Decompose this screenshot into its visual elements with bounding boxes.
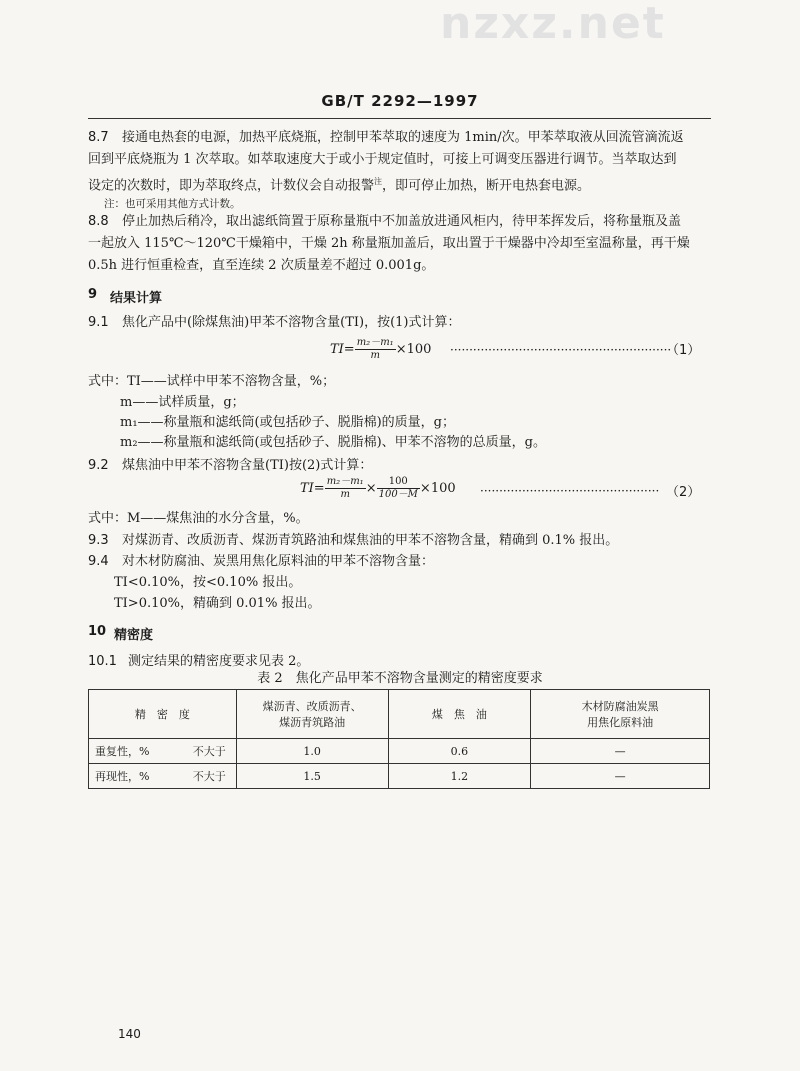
row-label-text: 重复性，%: [95, 745, 150, 758]
formula-1-fraction: [355, 337, 396, 362]
legend-1-line3: m₁——称量瓶和滤纸筒(或包括砂子、脱脂棉)的质量，g；: [120, 415, 456, 430]
section-9-4-line-a: TI<0.10%，按<0.10% 报出。: [114, 575, 302, 590]
table-2-caption: 表 2 焦化产品甲苯不溶物含量测定的精密度要求: [257, 671, 543, 686]
header-wood-oil-line2: 用焦化原料油: [587, 716, 654, 729]
row-qualifier: 不大于: [192, 745, 226, 758]
section-9-3-text: 对煤沥青、改质沥青、煤沥青筑路油和煤焦油的甲苯不溶物含量，精确到 0.1% 报出。: [122, 533, 619, 548]
header-rule: [88, 118, 711, 119]
formula-2-eqno: （2）: [666, 485, 701, 500]
cell-coal-tar: 0.6: [388, 739, 531, 764]
section-8-7-line2: 回到平底烧瓶为 1 次萃取。如萃取速度大于或小于规定值时，可接上可调变压器进行调节。当萃取达到: [88, 152, 677, 167]
standard-code: GB/T 2292—1997: [321, 92, 479, 110]
header-wood-oil-line1: 木材防腐油炭黑: [581, 700, 659, 713]
legend-1-line1: 式中：TI——试样中甲苯不溶物含量，%；: [88, 374, 336, 389]
section-9-1-number: 9.1: [88, 315, 109, 330]
formula-2: [300, 472, 456, 506]
formula-2-denominator-1: m: [340, 489, 350, 500]
section-8-8-line2: 一起放入 115℃～120℃干燥箱中，干燥 2h 称量瓶加盖后，取出置于干燥器中冷却至室温称量，再干燥: [88, 236, 690, 251]
row-label: [89, 764, 237, 789]
page-number: 140: [118, 1027, 141, 1041]
section-9-2-number: 9.2: [88, 458, 109, 473]
section-8-7-number: 8.7: [88, 130, 109, 145]
formula-1-lhs: TI=: [330, 342, 355, 357]
formula-1-eqno: （1）: [666, 343, 701, 358]
header-coal-pitch-line1: 煤沥青、改质沥青、: [262, 700, 362, 713]
row-label: [89, 739, 237, 764]
formula-1-denominator: m: [370, 350, 380, 361]
formula-2-tail: ×100: [419, 481, 456, 496]
section-8-8-line3: 0.5h 进行恒重检查，直至连续 2 次质量差不超过 0.001g。: [88, 258, 435, 273]
section-10-number: 10: [88, 624, 107, 639]
header-coal-tar: 煤 焦 油: [388, 690, 531, 739]
table-row: [89, 764, 710, 789]
legend-2: 式中：M——煤焦油的水分含量，%。: [88, 511, 309, 526]
row-qualifier: 不大于: [192, 770, 226, 783]
header-coal-pitch-line2: 煤沥青筑路油: [279, 716, 346, 729]
section-8-8-number: 8.8: [88, 214, 109, 229]
formula-2-mid: ×: [365, 481, 377, 496]
formula-2-fraction-1: [325, 476, 366, 501]
note-mark: 注: [374, 177, 383, 186]
formula-2-numerator-1: m₂－m₁: [326, 476, 364, 487]
section-8-7-line1: 接通电热套的电源，加热平底烧瓶，控制甲苯萃取的速度为 1min/次。甲苯萃取液从回流管滴流返: [122, 130, 684, 145]
formula-2-lhs: TI=: [300, 481, 325, 496]
cell-coal-pitch: 1.0: [236, 739, 388, 764]
section-8-7-line3-text: 设定的次数时，即为萃取终点，计数仪会自动报警: [88, 178, 375, 194]
section-10-title: 精密度: [114, 628, 154, 643]
watermark: nzxz.net: [440, 0, 666, 49]
cell-wood-oil: —: [531, 739, 710, 764]
section-9-number: 9: [88, 287, 98, 302]
header-coal-pitch: [236, 690, 388, 739]
formula-2-fraction-2: [377, 476, 420, 501]
formula-2-numerator-2: 100: [377, 476, 420, 489]
section-8-7-line3-tail: ，即可停止加热，断开电热套电源。: [382, 178, 591, 194]
legend-1-line2: m——试样质量，g；: [120, 395, 245, 410]
section-8-7-note: 注：也可采用其他方式计数。: [104, 198, 241, 210]
formula-2-denominator-2: 100－M: [378, 489, 418, 500]
section-9-4-text: 对木材防腐油、炭黑用焦化原料油的甲苯不溶物含量：: [122, 554, 435, 569]
section-10-1-number: 10.1: [88, 654, 117, 669]
section-9-title: 结果计算: [110, 291, 163, 306]
section-8-8-line1: 停止加热后稍冷，取出滤纸筒置于原称量瓶中不加盖放进通风柜内，待甲苯挥发后，将称量瓶及盖: [122, 214, 682, 229]
formula-1: [330, 335, 431, 365]
section-9-4-line-b: TI>0.10%，精确到 0.01% 报出。: [114, 596, 321, 611]
section-9-4-number: 9.4: [88, 554, 109, 569]
cell-coal-tar: 1.2: [388, 764, 531, 789]
table-header-row: [89, 690, 710, 739]
section-9-3-number: 9.3: [88, 533, 109, 548]
section-9-1-text: 焦化产品中(除煤焦油)甲苯不溶物含量(TI)，按(1)式计算：: [122, 315, 461, 330]
header-precision: 精 密 度: [89, 690, 237, 739]
formula-2-leader: ···············································: [480, 484, 660, 498]
formula-1-tail: ×100: [395, 342, 432, 357]
formula-1-numerator: m₂－m₁: [356, 337, 394, 348]
header-wood-oil: [531, 690, 710, 739]
formula-1-leader: ··························································: [450, 343, 672, 357]
cell-coal-pitch: 1.5: [236, 764, 388, 789]
precision-table: [88, 689, 710, 789]
section-9-2-text: 煤焦油中甲苯不溶物含量(TI)按(2)式计算：: [122, 458, 373, 473]
legend-1-line4: m₂——称量瓶和滤纸筒(或包括砂子、脱脂棉)、甲苯不溶物的总质量，g。: [120, 435, 547, 450]
cell-wood-oil: —: [531, 764, 710, 789]
row-label-text: 再现性，%: [95, 770, 150, 783]
table-row: [89, 739, 710, 764]
section-10-1-text: 测定结果的精密度要求见表 2。: [128, 654, 310, 669]
section-8-7-line3: [88, 171, 590, 197]
